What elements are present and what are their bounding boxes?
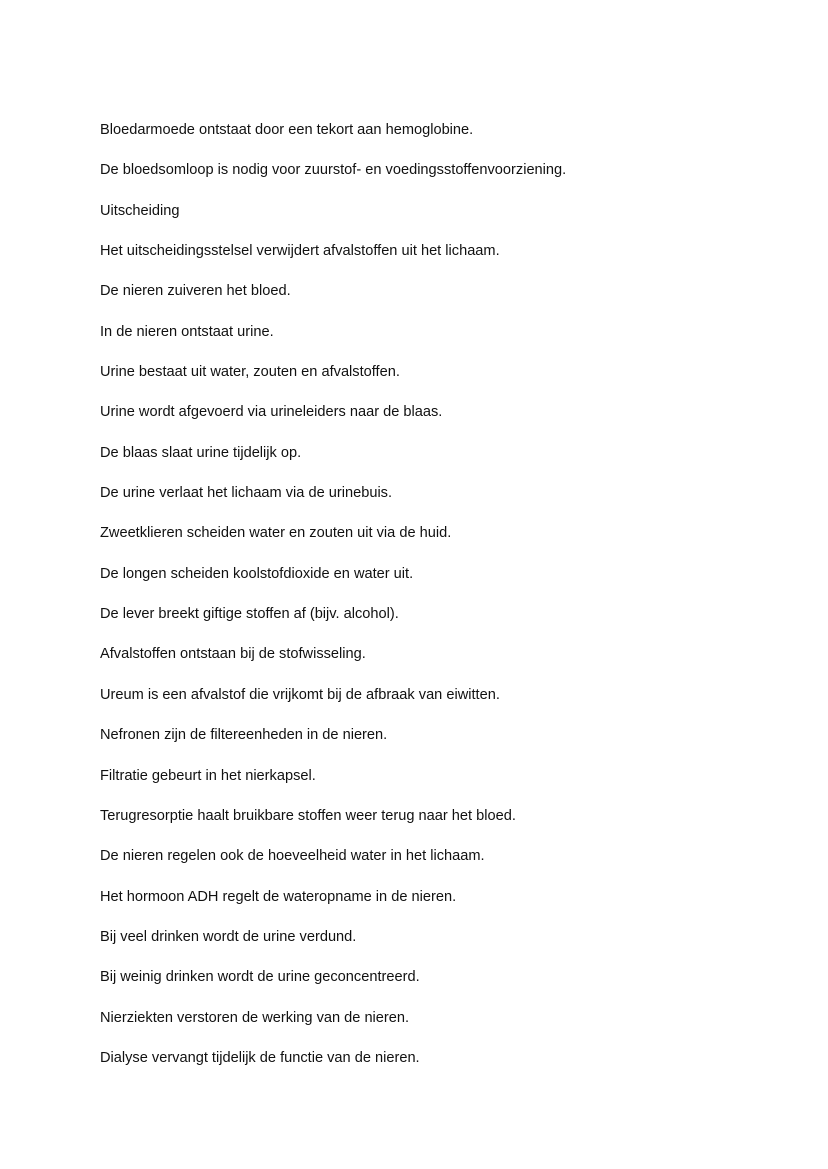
text-line: De lever breekt giftige stoffen af (bijv. alcohol). (100, 606, 399, 623)
text-line: Nierziekten verstoren de werking van de nieren. (100, 1009, 410, 1026)
text-line: Bij veel drinken wordt de urine verdund. (100, 928, 357, 945)
text-line: Dialyse vervangt tijdelijk de functie van de nieren. (100, 1049, 420, 1066)
text-line: Bloedarmoede ontstaat door een tekort aan hemoglobine. (100, 122, 474, 138)
section-heading: Uitscheiding (100, 202, 180, 219)
text-line: Het hormoon ADH regelt de wateropname in de nieren. (100, 888, 457, 905)
text-line: De nieren zuiveren het bloed. (100, 283, 291, 300)
text-line: Urine bestaat uit water, zouten en afvalstoffen. (100, 364, 400, 381)
text-line: Urine wordt afgevoerd via urineleiders naar de blaas. (100, 404, 443, 421)
text-line: De longen scheiden koolstofdioxide en water uit. (100, 565, 414, 582)
text-line: Ureum is een afvalstof die vrijkomt bij de afbraak van eiwitten. (100, 686, 500, 703)
text-line: Bij weinig drinken wordt de urine geconcentreerd. (100, 969, 420, 986)
text-line: Het uitscheidingsstelsel verwijdert afvalstoffen uit het lichaam. (100, 243, 500, 260)
text-line: Nefronen zijn de filtereenheden in de nieren. (100, 727, 388, 744)
text-line: De nieren regelen ook de hoeveelheid water in het lichaam. (100, 848, 485, 865)
text-line: Zweetklieren scheiden water en zouten uit via de huid. (100, 525, 452, 542)
text-line: De blaas slaat urine tijdelijk op. (100, 444, 302, 461)
text-line: De bloedsomloop is nodig voor zuurstof- en voedingsstoffenvoorziening. (100, 162, 567, 179)
text-line: Afvalstoffen ontstaan bij de stofwisseling. (100, 646, 366, 663)
text-line: Filtratie gebeurt in het nierkapsel. (100, 767, 316, 784)
text-line: In de nieren ontstaat urine. (100, 323, 274, 340)
text-line: Terugresorptie haalt bruikbare stoffen weer terug naar het bloed. (100, 807, 516, 824)
text-line: De urine verlaat het lichaam via de urinebuis. (100, 485, 393, 502)
document-body (100, 120, 800, 1088)
